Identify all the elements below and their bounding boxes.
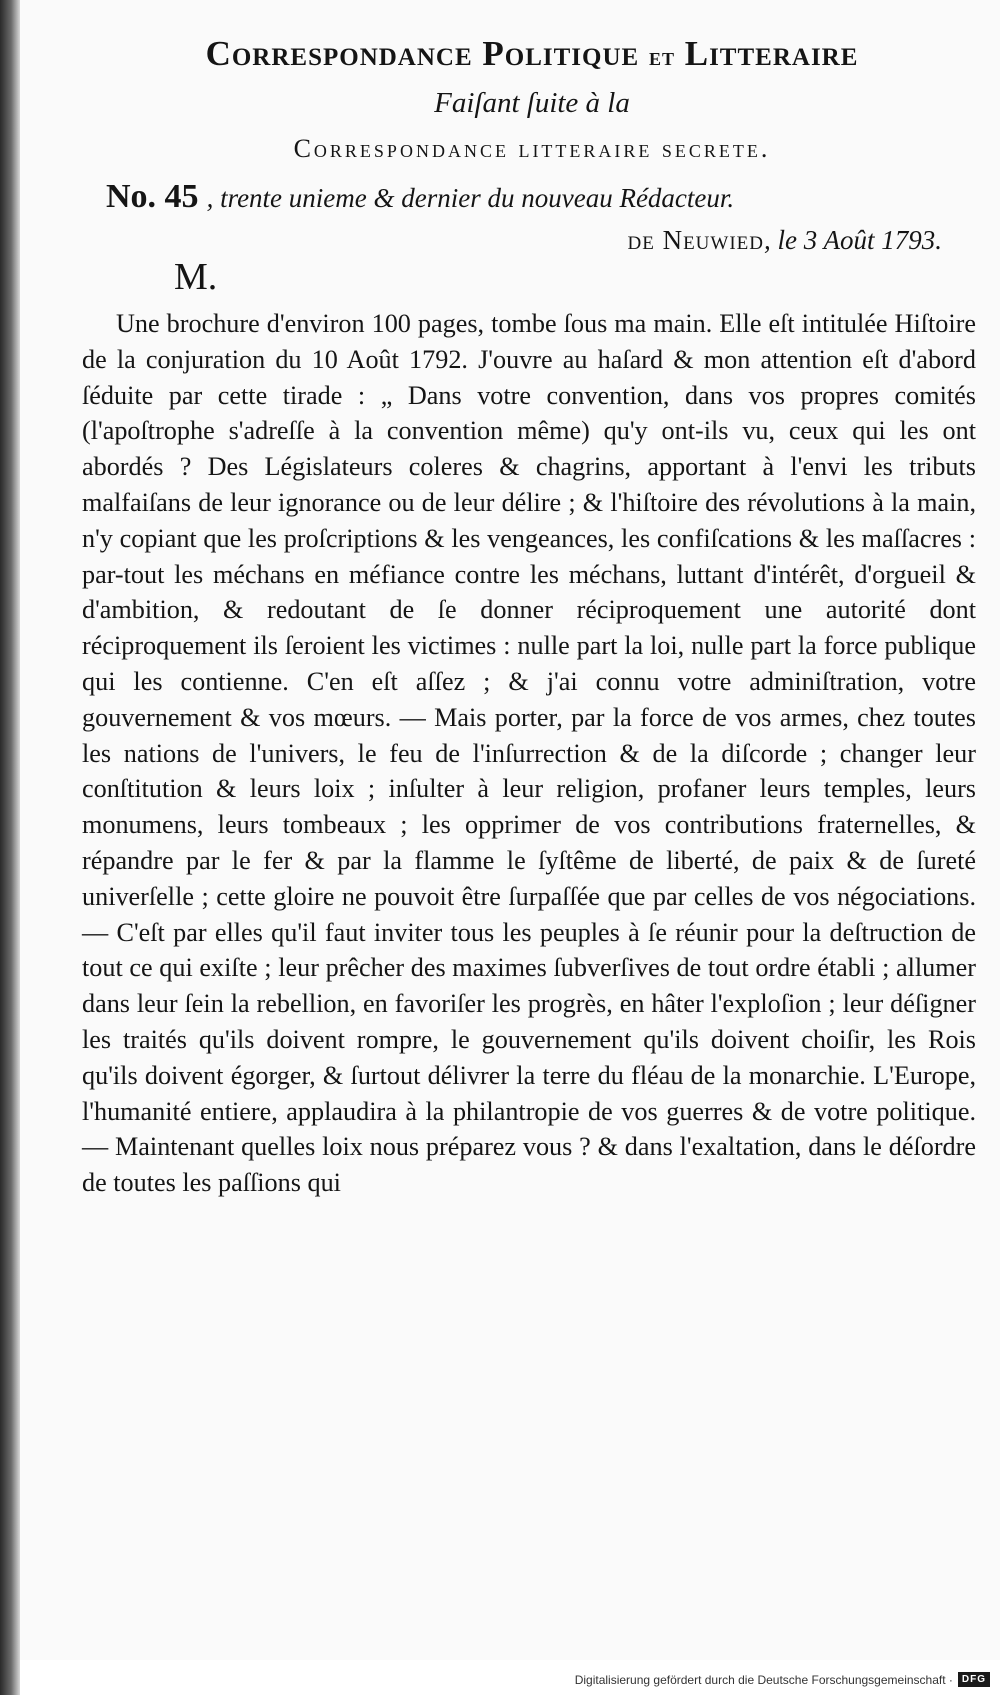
body-text xyxy=(82,306,982,1201)
page-content xyxy=(82,30,982,1201)
issue-number: No. 45 xyxy=(106,178,199,215)
issue-description: , trente unieme & dernier du nouveau Rédacteur. xyxy=(206,183,735,213)
dfg-logo-icon: DFG xyxy=(958,1672,990,1687)
credit-text: Digitalisierung gefördert durch die Deutsche Forschungsgemeinschaft · xyxy=(574,1672,953,1687)
title-et: et xyxy=(648,42,675,71)
journal-subtitle: Faiſant ſuite à la xyxy=(434,87,630,119)
document-page xyxy=(20,0,1000,1660)
dateline-date: , le 3 Août 1793. xyxy=(764,225,942,255)
salutation: M. xyxy=(174,256,218,298)
dateline-place: de Neuwied xyxy=(627,225,764,255)
title-main: Correspondance Politique xyxy=(205,34,640,73)
body-paragraph: Une brochure d'environ 100 pages, tombe ſous ma main. Elle eſt intitulée Hiſtoire de la conjuration du 10 Août 1792. J'ouvre au haſard & mon attention eſt d'abord ſéduite par cette tirade : „ Dans votre convention, dans vos propres comités (l'apoſtrophe s'adreſſe à la convention même) qu'y ont-ils vu, ceux qui les ont abordés ? Des Législateurs coleres & chagrins, apportant à l'envi les tributs malfaiſans de leur ignorance ou de leur délire ; & l'hiſtoire des révolutions à la main, n'y copiant que les proſcriptions & les vengeances, les confiſcations & les maſſacres : par-tout les méchans en méfiance contre les méchans, luttant d'intérêt, d'orgueil & d'ambition, & redoutant de ſe donner réciproquement une autorité dont réciproquement ils ſeroient les victimes : nulle part la loi, nulle part la force publique qui les contienne. C'en eſt aſſez ; & j'ai connu votre adminiſtration, votre gouvernement & vos mœurs. — Mais porter, par la force de vos armes, chez toutes les nations de l'univers, le feu de l'inſurrection & de la diſcorde ; changer leur conſtitution & leurs loix ; inſulter à leur religion, profaner leurs temples, leurs monumens, leurs tombeaux ; les opprimer de vos contributions fraternelles, & répandre par le fer & par la flamme le ſyſtême de liberté, de paix & de ſureté univerſelle ; cette gloire ne pouvoit être ſurpaſſée que par celles de vos négociations. — C'eſt par elles qu'il faut inviter tous les peuples à ſe réunir pour la deſtruction de tout ce qui exiſte ; leur prêcher des maximes ſubverſives de tout ordre établi ; allumer dans leur ſein la rebellion, en favoriſer les progrès, en hâter l'exploſion ; leur déſigner les traités qu'ils doivent rompre, le gouvernement qu'ils doivent choiſir, les Rois qu'ils doivent égorger, & ſurtout délivrer la terre du fléau de la monarchie. L'Europe, l'humanité entiere, applaudira à la philantropie de vos guerres & de votre politique. — Maintenant quelles loix nous préparez vous ? & dans l'exaltation, dans le déſordre de toutes les paſſions qui xyxy=(82,309,976,1198)
journal-title xyxy=(82,30,982,81)
scan-edge xyxy=(0,0,20,1695)
title-end: Litteraire xyxy=(684,34,859,73)
issue-line xyxy=(106,177,982,218)
journal-subtitle-2: Correspondance litteraire secrete. xyxy=(293,134,771,163)
digitization-credit xyxy=(575,1672,990,1687)
